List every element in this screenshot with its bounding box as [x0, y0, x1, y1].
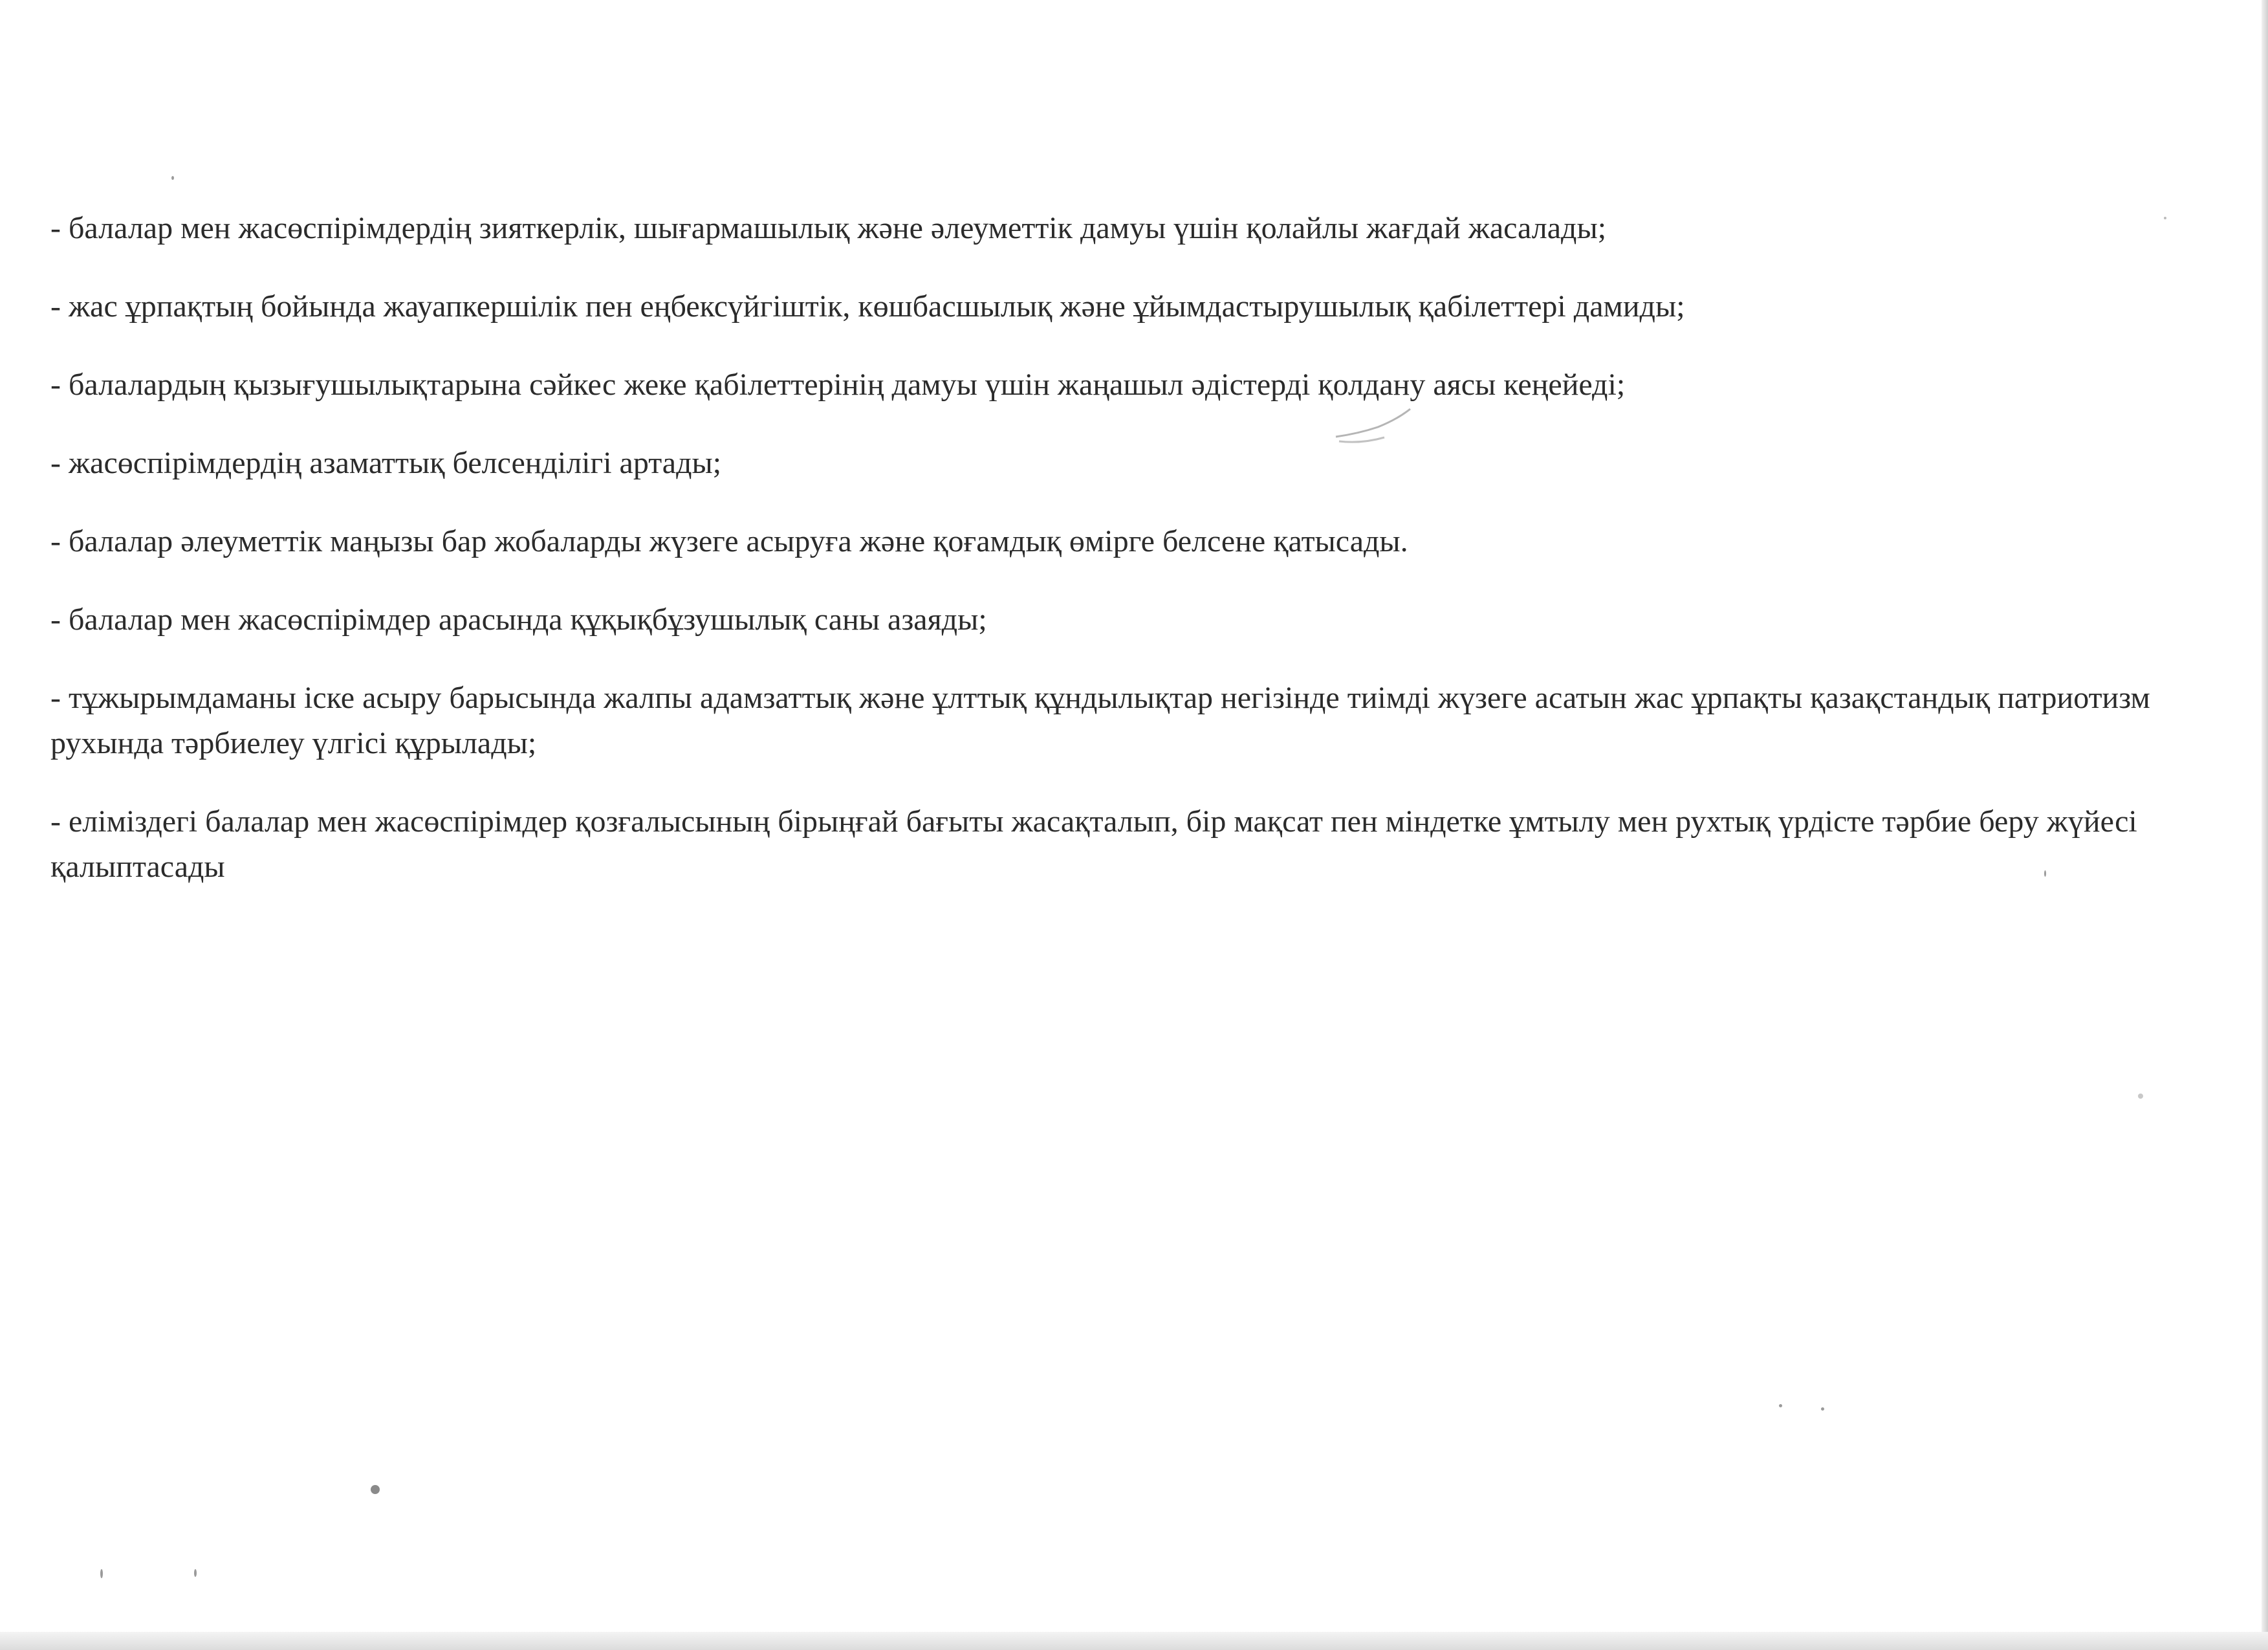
scan-speck	[171, 176, 174, 180]
scan-speck	[100, 1569, 103, 1578]
scan-speck	[1779, 1404, 1782, 1407]
scan-speck	[194, 1569, 197, 1577]
list-item: - еліміздегі балалар мен жасөспірімдер қозғалысының бірыңғай бағыты жасақталып, бір мақсат пен міндетке ұмтылу мен рухтық үрдісте тәрбие беру жүйесі қалыптасады	[50, 804, 2137, 884]
list-item: - балалар мен жасөспірімдер арасында құқықбұзушылық саны азаяды;	[50, 602, 987, 637]
scan-speck	[1821, 1407, 1824, 1411]
list-item: - балалар әлеуметтік маңызы бар жобаларды жүзеге асыруға және қоғамдық өмірге белсене қатысады.	[50, 524, 1408, 558]
scan-speck	[2164, 217, 2166, 219]
list-item: - жасөспірімдердің азаматтық белсенділігі артады;	[50, 446, 722, 480]
document-body	[50, 206, 2185, 923]
scan-edge-right	[2262, 0, 2268, 1650]
list-item: - балалар мен жасөспірімдердің зияткерлік, шығармашылық және әлеуметтік дамуы үшін қолайлы жағдай жасалады;	[50, 211, 1607, 245]
scan-speck	[371, 1485, 380, 1494]
scan-speck	[2044, 870, 2046, 877]
scan-edge-bottom	[0, 1632, 2268, 1650]
list-item: - тұжырымдаманы іске асыру барысында жалпы адамзаттық және ұлттық құндылықтар негізінде тиімді жүзеге асатын жас ұрпақты қазақстандық патриотизм рухында тәрбиелеу үлгісі құрылады;	[50, 681, 2150, 760]
list-item: - балалардың қызығушылықтарына сәйкес жеке қабілеттерінің дамуы үшін жаңашыл әдістерді қолдану аясы кеңейеді;	[50, 368, 1626, 402]
pen-mark-icon	[1333, 401, 1417, 446]
list-item: - жас ұрпақтың бойында жауапкершілік пен еңбексүйгіштік, көшбасшылық және ұйымдастырушылық қабілеттері дамиды;	[50, 289, 1685, 324]
scan-speck	[2138, 1094, 2143, 1099]
